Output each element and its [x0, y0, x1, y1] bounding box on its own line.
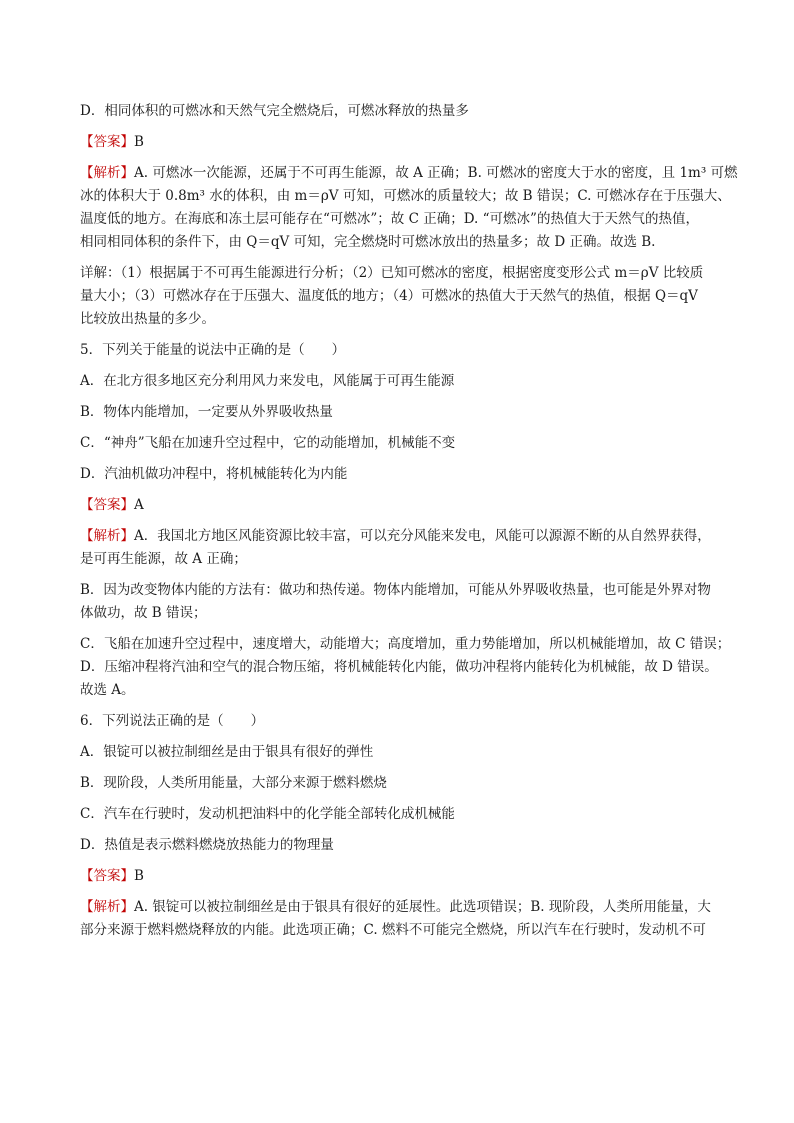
- analysis-tag: 【解析】: [80, 899, 134, 915]
- q5-option-d: D．汽油机做功冲程中，将机械能转化为内能: [80, 466, 348, 482]
- analysis-text: A. 银锭可以被拉制细丝是由于银具有很好的延展性。此选项错误；B. 现阶段，人类所用能量，大: [134, 899, 711, 915]
- q5-analysis-line-6: 故选 A。: [80, 682, 135, 698]
- answer-tag: 【答案】: [80, 134, 134, 150]
- q4-analysis-line-2: 温度低的地方。在海底和冻土层可能存在“可燃冰”；故 C 正确；D. “可燃冰”的热值大于天然气的热值，: [80, 211, 699, 227]
- q5-analysis-line-2: B．因为改变物体内能的方法有：做功和热传递。物体内能增加，可能从外界吸收热量，也可能是外界对物: [80, 582, 711, 598]
- q5-analysis-line-0: [80, 525, 720, 548]
- analysis-text: A．我国北方地区风能资源比较丰富，可以充分风能来发电，风能可以源源不断的从自然界获得，: [134, 528, 711, 544]
- analysis-text: A. 可燃冰一次能源，还属于不可再生能源，故 A 正确；B. 可燃冰的密度大于水的密度，且 1m³ 可燃: [134, 165, 738, 181]
- q5-stem: 5．下列关于能量的说法中正确的是（ ）: [80, 342, 346, 358]
- answer-tag: 【答案】: [80, 497, 134, 513]
- answer-value: A: [134, 497, 144, 513]
- answer-tag: 【答案】: [80, 868, 134, 884]
- q4-analysis-line-1: 冰的体积大于 0.8m³ 水的体积，由 m＝ρV 可知，可燃冰的质量较大；故 B 错误；C. 可燃冰存在于压强大、: [80, 188, 731, 204]
- q6-stem: 6．下列说法正确的是（ ）: [80, 713, 265, 729]
- answer-value: B: [134, 134, 144, 150]
- q5-answer: [80, 494, 720, 517]
- q6-analysis-line-0: [80, 896, 720, 919]
- q5-option-a: A．在北方很多地区充分利用风力来发电，风能属于可再生能源: [80, 373, 455, 389]
- q5-analysis-line-3: 体做功，故 B 错误；: [80, 605, 207, 621]
- q5-option-b: B．物体内能增加，一定要从外界吸收热量: [80, 404, 333, 420]
- q6-option-d: D．热值是表示燃料燃烧放热能力的物理量: [80, 837, 334, 853]
- analysis-tag: 【解析】: [80, 528, 134, 544]
- q5-option-c: C．“神舟”飞船在加速升空过程中，它的动能增加，机械能不变: [80, 435, 456, 451]
- q5-analysis-line-5: D．压缩冲程将汽油和空气的混合物压缩，将机械能转化内能，做功冲程将内能转化为机械能，故 D 错误。: [80, 659, 718, 675]
- q6-analysis-line-1: 部分来源于燃料燃烧释放的内能。此选项正确；C. 燃料不可能完全燃烧，所以汽车在行驶时，发动机不可: [80, 922, 706, 938]
- q6-option-c: C．汽车在行驶时，发动机把油料中的化学能全部转化成机械能: [80, 806, 455, 822]
- analysis-tag: 【解析】: [80, 165, 134, 181]
- q4-option-d: D．相同体积的可燃冰和天然气完全燃烧后，可燃冰释放的热量多: [80, 103, 469, 119]
- answer-value: B: [134, 868, 144, 884]
- q5-analysis-line-4: C．飞船在加速升空过程中，速度增大，动能增大；高度增加，重力势能增加，所以机械能增加，故 C 错误；: [80, 636, 731, 652]
- q4-detail-line-1: 量大小；（3）可燃冰存在于压强大、温度低的地方；（4）可燃冰的热值大于天然气的热值，根据 Q＝qV: [80, 288, 698, 304]
- document-page: [80, 100, 738, 942]
- q4-analysis-line-3: 相同相同体积的条件下，由 Q＝qV 可知，完全燃烧时可燃冰放出的热量多；故 D 正确。故选 B.: [80, 234, 656, 250]
- q4-detail-line-2: 比较放出热量的多少。: [80, 311, 215, 327]
- q5-analysis-line-1: 是可再生能源，故 A 正确；: [80, 551, 247, 567]
- q4-answer: [80, 131, 720, 154]
- q6-option-a: A．银锭可以被拉制细丝是由于银具有很好的弹性: [80, 744, 374, 760]
- q4-detail-line-0: 详解：（1）根据属于不可再生能源进行分析；（2）已知可燃冰的密度，根据密度变形公式 m＝ρV 比较质: [80, 265, 704, 281]
- q4-analysis-line-0: [80, 162, 738, 185]
- q6-answer: [80, 865, 720, 888]
- q6-option-b: B．现阶段，人类所用能量，大部分来源于燃料燃烧: [80, 775, 387, 791]
